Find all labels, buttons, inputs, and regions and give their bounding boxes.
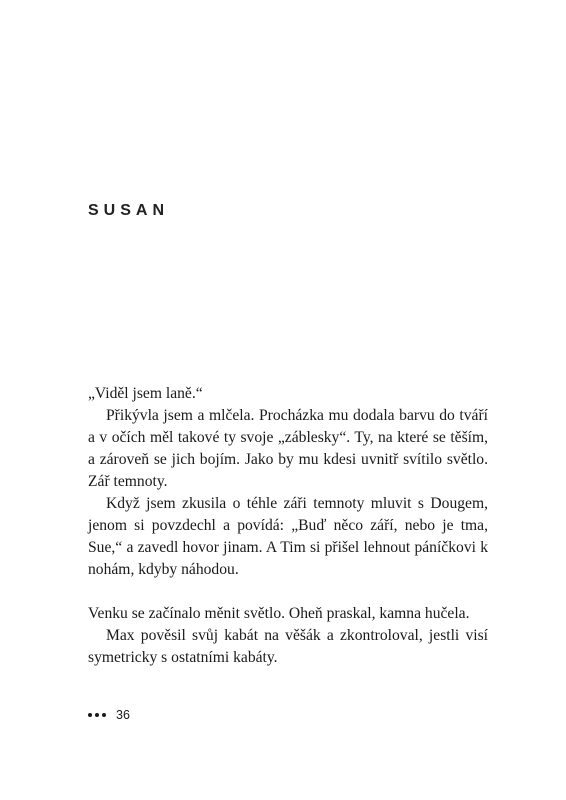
paragraph-5: Max pověsil svůj kabát na věšák a zkontroloval, jestli visí symetricky s ostatními kabáty. — [88, 627, 488, 666]
page-number: 36 — [116, 708, 130, 722]
chapter-title: SUSAN — [88, 202, 170, 219]
paragraph-2: Přikývla jsem a mlčela. Procházka mu dodala barvu do tváří a v očích měl takové ty svoje „záblesky“. Ty, na které se těším, a zároveň se jich bojím. Jako by mu kdesi uvnitř svítilo světlo. Zář temnoty. — [88, 407, 488, 490]
page-footer — [88, 708, 130, 722]
section-break — [88, 581, 488, 603]
ellipsis-dots-icon — [88, 713, 106, 717]
paragraph-4: Venku se začínalo měnit světlo. Oheň praskal, kamna hučela. — [88, 605, 470, 622]
paragraph-1: „Viděl jsem laně.“ — [88, 385, 203, 402]
body-text — [88, 383, 488, 669]
paragraph-3: Když jsem zkusila o téhle záři temnoty mluvit s Dougem, jenom si povzdechl a povídá: „Buď něco září, nebo je tma, Sue,“ a zavedl hovor jinam. A Tim si přišel lehnout páníčkovi k nohám, kdyby náhodou. — [88, 495, 488, 578]
